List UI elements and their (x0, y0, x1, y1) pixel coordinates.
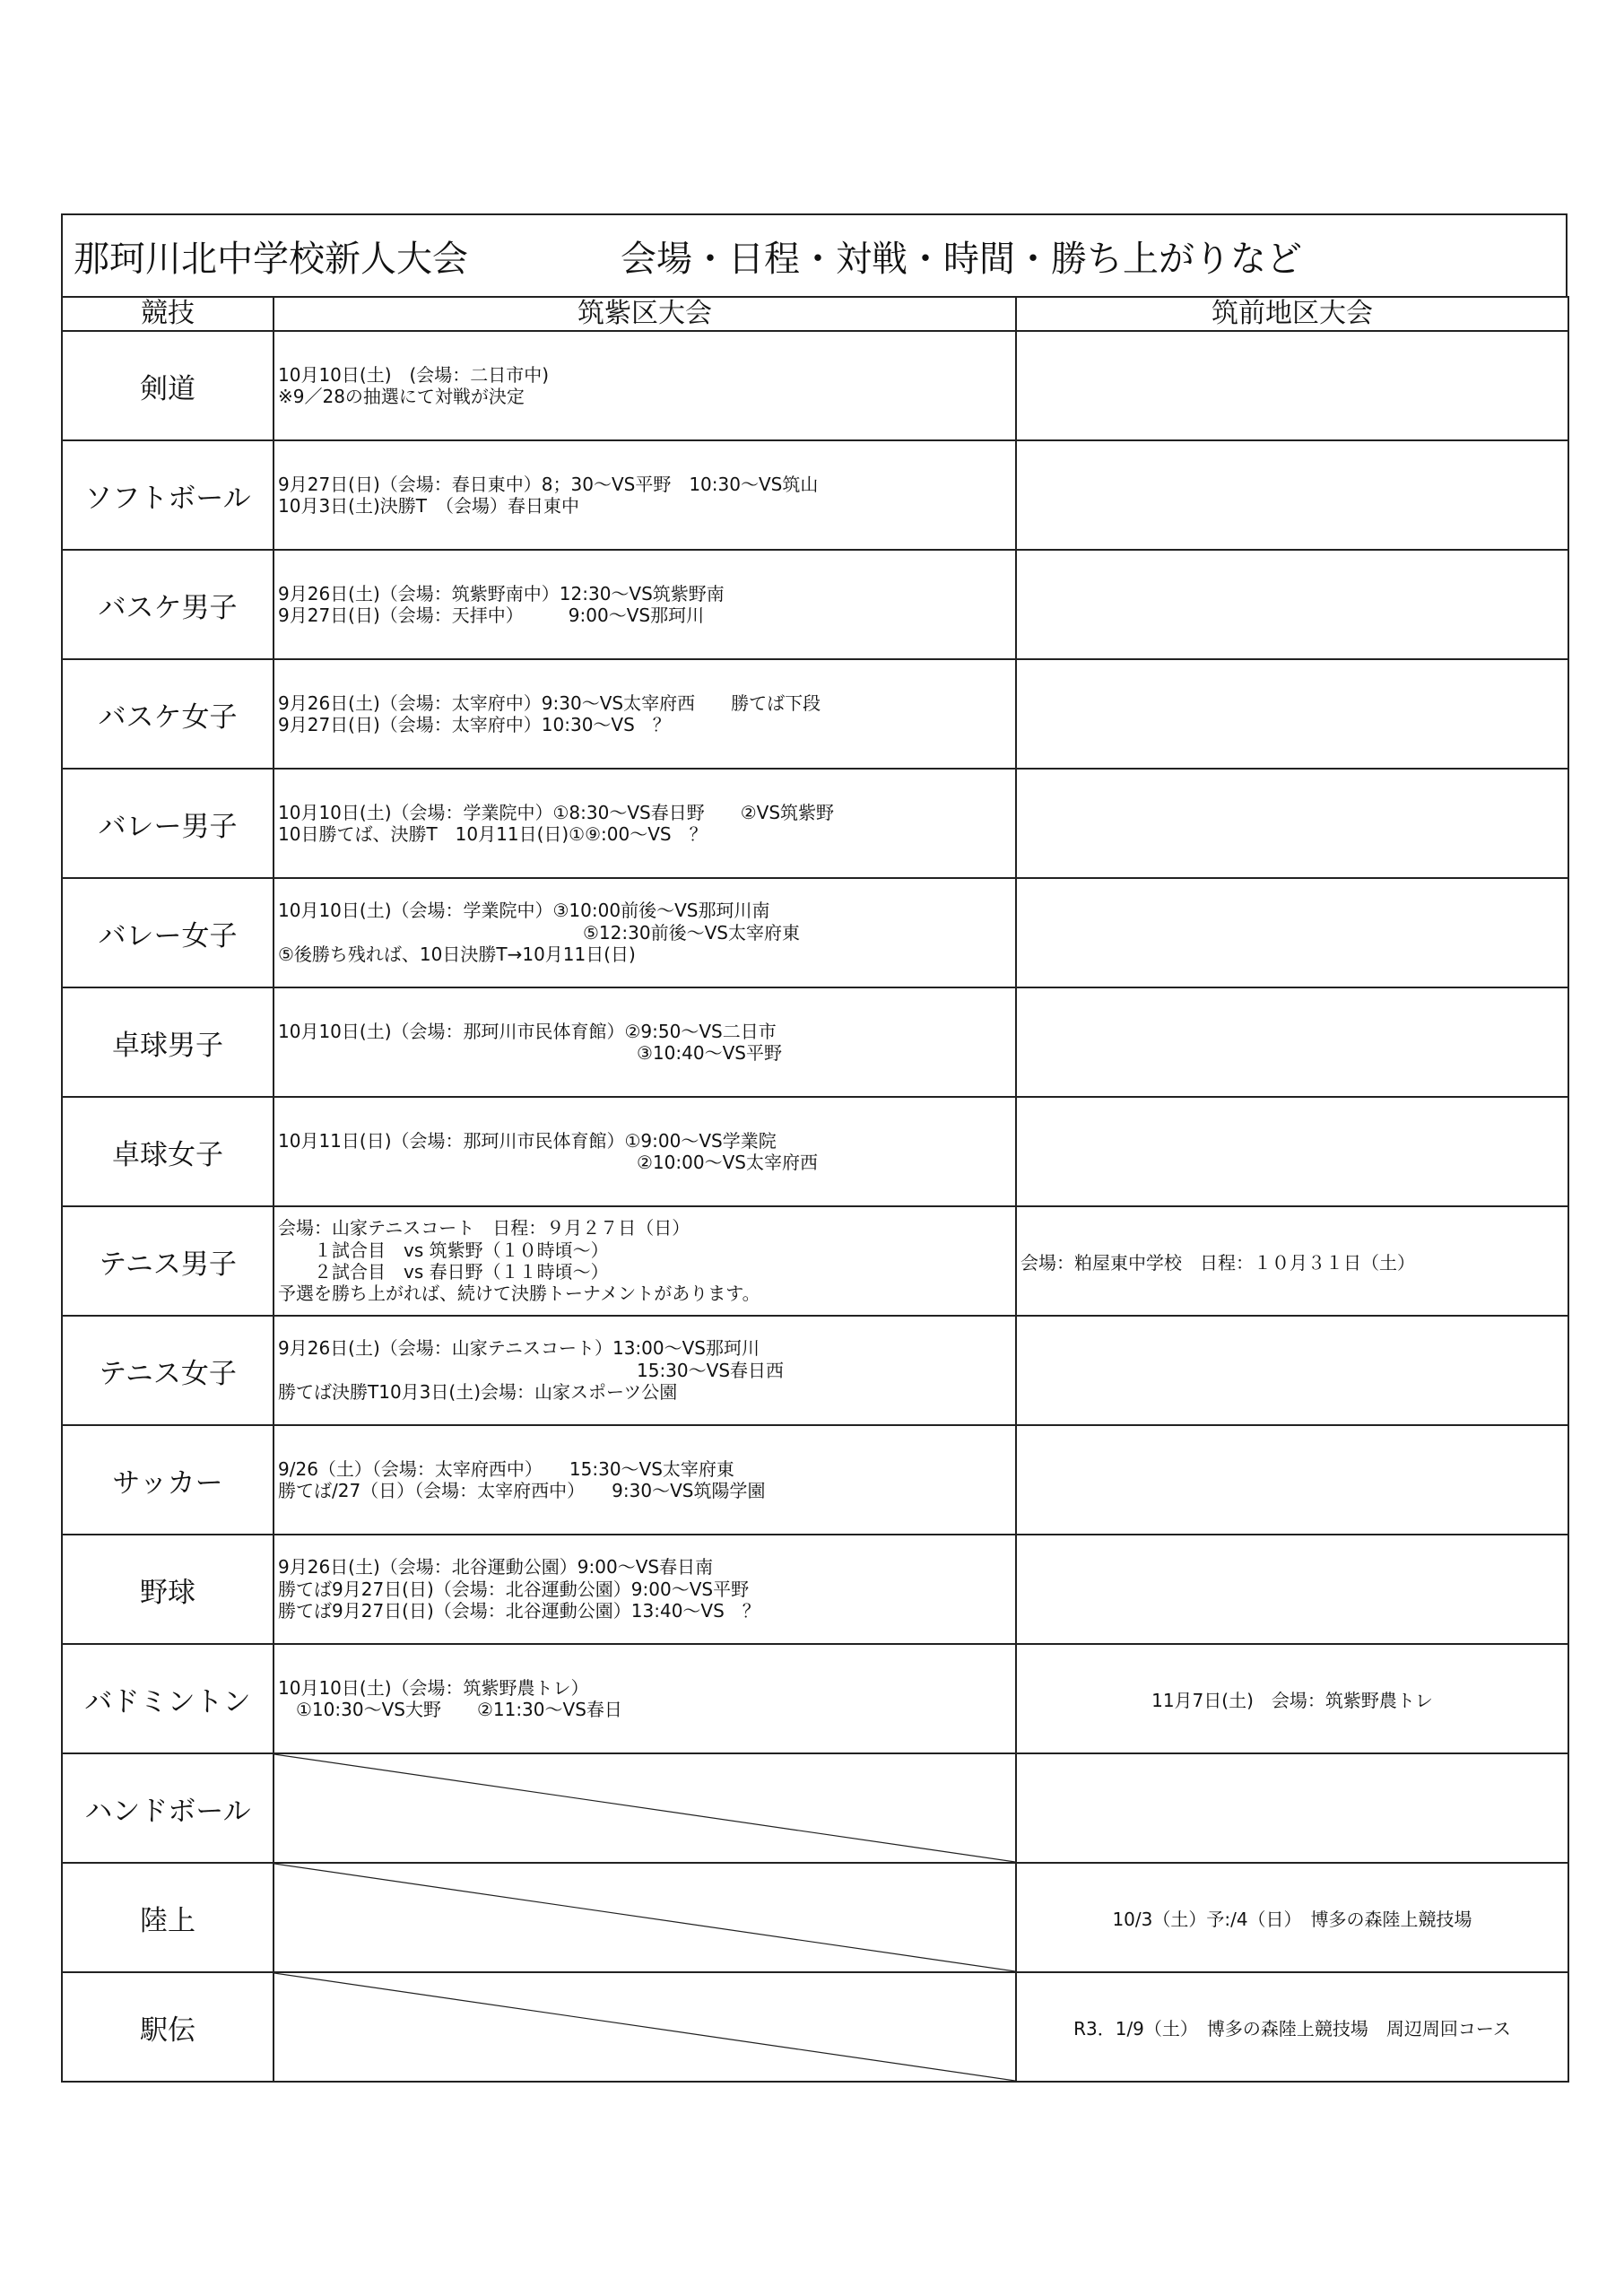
schedule-line: 10月10日(土)（会場：筑紫野農トレ） (278, 1676, 589, 1699)
regional-schedule (1016, 987, 1568, 1097)
table-row (62, 1097, 1568, 1206)
schedule-line: 会場：山家テニスコート 日程：９月２７日（日） (278, 1217, 690, 1239)
schedule-table (61, 296, 1569, 2083)
table-row (62, 440, 1568, 550)
district-schedule (274, 659, 1016, 769)
schedule-line: 9月26日(土)（会場：太宰府中）9:30～VS太宰府西 勝てば下段 (278, 691, 821, 714)
district-schedule (274, 440, 1016, 550)
schedule-line: 勝てば9月27日(日)（会場：北谷運動公園）9:00～VS平野 (278, 1578, 750, 1600)
regional-schedule: 11月7日(土) 会場：筑紫野農トレ (1016, 1644, 1568, 1753)
district-schedule (274, 1644, 1016, 1753)
table-row (62, 987, 1568, 1097)
schedule-line: ⑤後勝ち残れば、10日決勝T→10月11日(日) (278, 944, 636, 966)
district-not-applicable (274, 1972, 1016, 2082)
schedule-line: 9月26日(土)（会場：北谷運動公園）9:00～VS春日南 (278, 1556, 714, 1578)
event-name: 駅伝 (62, 1972, 274, 2082)
event-name: ハンドボール (62, 1753, 274, 1863)
schedule-line: ②10:00～VS太宰府西 (278, 1152, 818, 1173)
event-name: 野球 (62, 1535, 274, 1644)
header-regional: 筑前地区大会 (1016, 297, 1568, 331)
district-schedule (274, 1425, 1016, 1535)
table-row (62, 1535, 1568, 1644)
event-name: ソフトボール (62, 440, 274, 550)
event-name: 卓球男子 (62, 987, 274, 1097)
table-row (62, 1206, 1568, 1316)
table-row (62, 1425, 1568, 1535)
schedule-line: ③10:40～VS平野 (278, 1042, 782, 1064)
table-row (62, 1316, 1568, 1425)
regional-schedule: 10/3（土）予:/4（日） 博多の森陸上競技場 (1016, 1863, 1568, 1972)
diagonal-strike (274, 1754, 1015, 1862)
event-name: テニス女子 (62, 1316, 274, 1425)
schedule-line: 9月27日(日)（会場：春日東中）8；30～VS平野 10:30～VS筑山 (278, 473, 819, 495)
table-row (62, 1753, 1568, 1863)
schedule-line: ①10:30～VS大野 ②11:30～VS春日 (278, 1699, 622, 1720)
regional-schedule (1016, 1425, 1568, 1535)
header-row (62, 297, 1568, 331)
district-schedule (274, 1206, 1016, 1316)
diagonal-strike (274, 1864, 1015, 1971)
table-row (62, 769, 1568, 878)
schedule-document (61, 213, 1568, 2083)
district-not-applicable (274, 1863, 1016, 1972)
district-schedule (274, 1097, 1016, 1206)
regional-schedule (1016, 1535, 1568, 1644)
schedule-line: 9月27日(日)（会場：太宰府中）10:30～VS ？ (278, 714, 671, 735)
district-schedule (274, 331, 1016, 440)
document-title (61, 213, 1568, 296)
table-row (62, 550, 1568, 659)
district-schedule (274, 987, 1016, 1097)
district-schedule (274, 769, 1016, 878)
schedule-line: 勝てば決勝T10月3日(土)会場：山家スポーツ公園 (278, 1381, 678, 1404)
regional-schedule (1016, 440, 1568, 550)
event-name: バスケ女子 (62, 659, 274, 769)
title-subject: 会場・日程・対戦・時間・勝ち上がりなど (621, 238, 1302, 280)
header-event: 競技 (62, 297, 274, 331)
schedule-line: 10日勝てば、決勝T 10月11日(日)①⑨:00～VS ？ (278, 823, 708, 845)
regional-schedule (1016, 1753, 1568, 1863)
schedule-line: 10月11日(日)（会場：那珂川市民体育館）①9:00～VS学業院 (278, 1129, 777, 1152)
event-name: 卓球女子 (62, 1097, 274, 1206)
event-name: 陸上 (62, 1863, 274, 1972)
schedule-line: 9/26（土）（会場：太宰府西中） 15:30～VS太宰府東 (278, 1457, 734, 1480)
schedule-line: 予選を勝ち上がれば、続けて決勝トーナメントがあります。 (278, 1283, 760, 1305)
regional-schedule (1016, 550, 1568, 659)
schedule-line: ２試合目 vs 春日野（１１時頃～） (278, 1261, 609, 1283)
table-row (62, 1863, 1568, 1972)
diagonal-strike (274, 1973, 1015, 2081)
district-schedule (274, 1316, 1016, 1425)
schedule-line: 勝てば9月27日(日)（会場：北谷運動公園）13:40～VS ？ (278, 1600, 760, 1622)
event-name: バドミントン (62, 1644, 274, 1753)
event-name: テニス男子 (62, 1206, 274, 1316)
event-name: バスケ男子 (62, 550, 274, 659)
district-not-applicable (274, 1753, 1016, 1863)
header-district: 筑紫区大会 (274, 297, 1016, 331)
table-row (62, 1972, 1568, 2082)
district-schedule (274, 878, 1016, 987)
regional-schedule (1016, 1316, 1568, 1425)
table-row (62, 331, 1568, 440)
schedule-line: 勝てば/27（日）（会場：太宰府西中） 9:30～VS筑陽学園 (278, 1480, 766, 1501)
event-name: 剣道 (62, 331, 274, 440)
schedule-line: ⑤12:30前後～VS太宰府東 (278, 921, 800, 944)
schedule-line: ※9／28の抽選にて対戦が決定 (278, 386, 525, 407)
regional-schedule: R3．1/9（土） 博多の森陸上競技場 周辺周回コース (1016, 1972, 1568, 2082)
event-name: サッカー (62, 1425, 274, 1535)
schedule-line: 9月26日(土)（会場：筑紫野南中）12:30～VS筑紫野南 (278, 582, 725, 604)
regional-schedule (1016, 878, 1568, 987)
regional-schedule: 会場：粕屋東中学校 日程：１０月３１日（土） (1016, 1206, 1568, 1316)
schedule-line: 9月26日(土)（会場：山家テニスコート）13:00～VS那珂川 (278, 1337, 760, 1360)
schedule-line: 15:30～VS春日西 (278, 1359, 785, 1381)
district-schedule (274, 1535, 1016, 1644)
schedule-line: 10月10日(土)（会場：那珂川市民体育館）②9:50～VS二日市 (278, 1020, 777, 1042)
table-row (62, 659, 1568, 769)
schedule-line: 10月10日(土)（会場：学業院中）①8:30～VS春日野 ②VS筑紫野 (278, 801, 835, 823)
schedule-line: １試合目 vs 筑紫野（１０時頃～） (278, 1239, 609, 1261)
title-school: 那珂川北中学校新人大会 (74, 238, 468, 280)
event-name: バレー男子 (62, 769, 274, 878)
regional-schedule (1016, 1097, 1568, 1206)
regional-schedule (1016, 659, 1568, 769)
regional-schedule (1016, 769, 1568, 878)
schedule-line: 10月3日(土)決勝T （会場）春日東中 (278, 495, 579, 517)
event-name: バレー女子 (62, 878, 274, 987)
table-row (62, 878, 1568, 987)
district-schedule (274, 550, 1016, 659)
schedule-line: 9月27日(日)（会場：天拝中） 9:00～VS那珂川 (278, 604, 705, 626)
table-row (62, 1644, 1568, 1753)
regional-schedule (1016, 331, 1568, 440)
schedule-line: 10月10日(土)（会場：学業院中）③10:00前後～VS那珂川南 (278, 900, 770, 922)
schedule-line: 10月10日(土) (会場：二日市中) (278, 363, 550, 386)
